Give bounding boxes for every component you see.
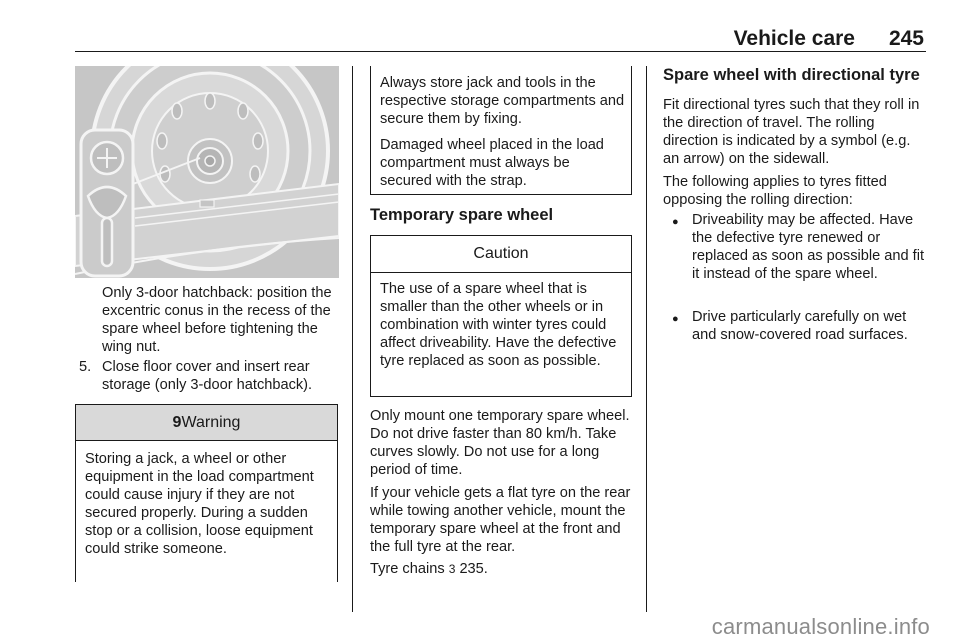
directional-tyre-paragraph-1: Fit directional tyres such that they roll in the direction of travel. The rolling direction is indicated by a symbol (e.g. an arrow) on the sidewall. <box>663 97 920 167</box>
header-rule <box>75 51 926 52</box>
figure-caption: Only 3-door hatchback: position the excentric conus in the recess of the spare wheel before tightening the wing nut. <box>102 285 332 355</box>
bullet-item-1: Driveability may be affected. Have the defective tyre renewed or replaced as soon as possible and fit it instead of the spare wheel. <box>692 212 925 282</box>
warning-text: Storing a jack, a wheel or other equipment in the load compartment could cause injury if they are not secured properly. During a sudden stop or a collision, loose equipment could strike someone. <box>85 451 314 557</box>
caution-text: The use of a spare wheel that is smaller than the other wheels or in combination with winter tyres could affect driveability. Have the defective tyre replaced as soon as possible. <box>380 281 617 369</box>
warning-box-header <box>76 405 337 441</box>
bullet-icon: ● <box>672 313 679 325</box>
damaged-wheel-note: Damaged wheel placed in the load compartment must always be secured with the strap. <box>380 137 604 189</box>
column-rule-right <box>646 66 647 612</box>
watermark: carmanualsonline.info <box>711 614 930 639</box>
spare-wheel-illustration <box>75 66 339 278</box>
page-number: 245 <box>888 27 924 50</box>
warning-continuation-box <box>370 66 632 195</box>
tyre-chains-reference <box>370 560 632 578</box>
warning-symbol-icon: 9 <box>172 414 182 431</box>
directional-tyre-paragraph-2: The following applies to tyres fitted opposing the rolling direction: <box>663 174 887 208</box>
spare-wheel-drawing <box>75 66 339 278</box>
bullet-icon: ● <box>672 216 679 228</box>
caution-box-header: Caution <box>371 236 631 273</box>
step-5-number: 5. <box>79 359 92 375</box>
caution-box <box>370 235 632 397</box>
warning-box <box>75 404 338 582</box>
running-header-title: Vehicle care <box>733 27 855 50</box>
temporary-spare-paragraph-1: Only mount one temporary spare wheel. Do not drive faster than 80 km/h. Take curves slowly. Do not use for a long period of time. <box>370 408 630 478</box>
temporary-spare-wheel-heading: Temporary spare wheel <box>370 206 554 224</box>
xref-page[interactable]: 235. <box>459 561 488 577</box>
temporary-spare-paragraph-2: If your vehicle gets a flat tyre on the rear while towing another vehicle, mount the temporary spare wheel at the front and the full tyre at the rear. <box>370 485 631 555</box>
bullet-item-2: Drive particularly carefully on wet and snow-covered road surfaces. <box>692 309 908 343</box>
directional-tyre-heading: Spare wheel with directional tyre <box>663 66 920 84</box>
storage-note: Always store jack and tools in the respective storage compartments and secure them by fixing. <box>380 75 625 127</box>
page-reference-arrow-icon: 3 <box>448 562 456 576</box>
column-rule-left <box>352 66 353 612</box>
warning-title: Warning <box>181 414 241 431</box>
xref-label: Tyre chains <box>370 561 445 577</box>
step-5-text: Close floor cover and insert rear storage (only 3-door hatchback). <box>102 359 313 393</box>
